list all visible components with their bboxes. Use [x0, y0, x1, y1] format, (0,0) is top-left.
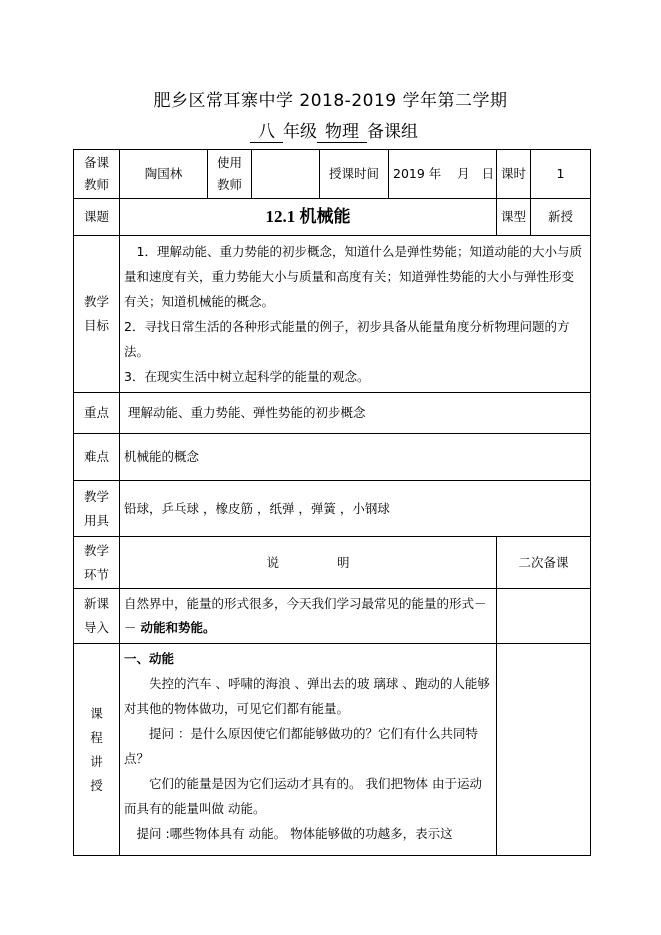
intro-label: 新课 导入	[74, 589, 120, 644]
topic-row	[74, 199, 591, 236]
subtitle	[250, 122, 418, 143]
tools-row	[74, 481, 591, 537]
process-row	[74, 537, 591, 589]
process-center-right: 明	[337, 554, 350, 570]
topic-value: 12.1 机械能	[120, 199, 497, 236]
goal-item-2: 2．寻找日常生活的各种形式能量的例子，初步具备从能量角度分析物理问题的方法。	[124, 319, 570, 359]
lecture-label	[74, 644, 120, 856]
grade-value: 八	[250, 122, 283, 143]
key-point-row	[74, 393, 591, 434]
lecture-label-char: 程	[90, 729, 103, 745]
intro-second-prep	[497, 589, 591, 644]
type-value: 新授	[531, 199, 591, 236]
lecture-heading: 一、动能	[124, 651, 175, 666]
type-label: 课型	[497, 199, 531, 236]
goals-content	[120, 236, 591, 393]
second-prep-label: 二次备课	[497, 537, 591, 589]
tools-value: 铅球，乒乓球 ，橡皮筋 ，纸弹 ，弹簧 ，小钢球	[120, 481, 591, 537]
intro-bold: 动能和势能。	[140, 620, 216, 635]
intro-text: 自然界中，能量的形式很多，今天我们学习最常见的能量的形式－－	[124, 596, 487, 635]
lecture-label-char: 课	[90, 705, 103, 721]
user-label: 使用 教师	[208, 150, 252, 199]
period-value: 1	[531, 150, 591, 199]
lecture-content	[120, 644, 497, 856]
lecture-paragraph: 它们的能量是因为它们运动才具有的。 我们把物体 由于运动而具有的能量叫做 动能。	[124, 776, 482, 816]
goal-item-3: 3．在现实生活中树立起科学的能量的观念。	[124, 369, 370, 384]
time-label: 授课时间	[320, 150, 389, 199]
topic-label: 课题	[74, 199, 120, 236]
intro-content	[120, 589, 497, 644]
lecture-label-char: 授	[90, 777, 103, 793]
goals-label: 教学 目标	[74, 236, 120, 393]
goals-row	[74, 236, 591, 393]
intro-row	[74, 589, 591, 644]
lecture-second-prep	[497, 644, 591, 856]
page-title: 肥乡区常耳寨中学 2018-2019 学年第二学期	[153, 91, 508, 111]
group-label: 备课组	[367, 122, 418, 142]
lecture-label-char: 讲	[90, 753, 103, 769]
tools-label: 教学 用具	[74, 481, 120, 537]
teacher-name: 陶国林	[120, 150, 208, 199]
teacher-label: 备课 教师	[74, 150, 120, 199]
difficulty-row	[74, 434, 591, 481]
difficulty-label: 难点	[74, 434, 120, 481]
lecture-paragraph: 失控的汽车 、呼啸的海浪 、弹出去的玻 璃球 、跑动的人能够对其他的物体做功，可见它们都有能量。	[124, 676, 490, 716]
period-label: 课时	[497, 150, 531, 199]
lecture-row	[74, 644, 591, 856]
key-point-label: 重点	[74, 393, 120, 434]
key-point-value: 理解动能、重力势能、弹性势能的初步概念	[120, 393, 591, 434]
subject-value: 物理	[317, 122, 367, 143]
process-center-left: 说	[266, 554, 279, 570]
lecture-paragraph: 提问 :哪些物体具有 动能。 物体能够做的功越多，表示这	[136, 826, 453, 841]
grade-suffix: 年级	[283, 122, 317, 142]
process-center	[120, 537, 497, 589]
time-value: 2019 年 月 日	[389, 150, 497, 199]
user-name	[252, 150, 320, 199]
goal-item-1: 1．理解动能、重力势能的初步概念，知道什么是弹性势能；知道动能的大小与质量和速度有关，重力势能大小与质量和高度有关；知道弹性势能的大小与弹性形变有关；知道机械能的概念。	[124, 244, 582, 309]
difficulty-value: 机械能的概念	[120, 434, 591, 481]
process-label: 教学 环节	[74, 537, 120, 589]
lecture-paragraph: 提问 ：是什么原因使它们都能够做功的？它们有什么共同特点？	[124, 726, 478, 766]
info-row	[74, 150, 591, 199]
lesson-plan-table	[73, 149, 591, 856]
